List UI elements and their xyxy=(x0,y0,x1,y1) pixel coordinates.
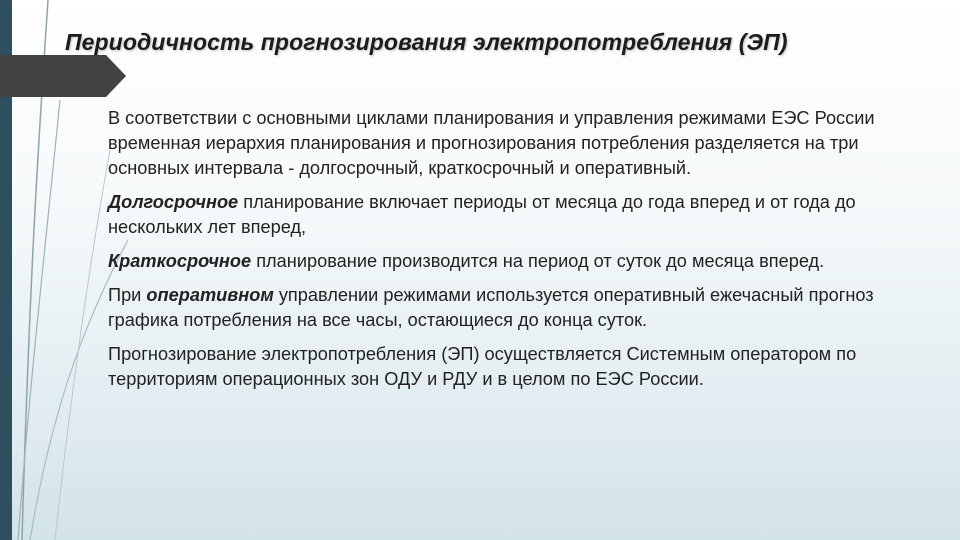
short-term-term: Краткосрочное xyxy=(108,251,252,271)
operative-term: оперативном xyxy=(146,285,274,305)
long-term-text: планирование включает периоды от месяца до года вперед и от года до нескольких лет вперед, xyxy=(108,192,856,237)
long-term-term: Долгосрочное xyxy=(108,192,239,212)
short-term-text: планирование производится на период от суток до месяца вперед. xyxy=(251,251,825,271)
paragraph-system-operator: Прогнозирование электропотребления (ЭП) осуществляется Системным оператором по территориям операционных зон ОДУ и РДУ и в целом по ЕЭС России. xyxy=(108,344,857,389)
paragraph-long-term xyxy=(108,190,908,240)
page-title: Периодичность прогнозирования электропотребления (ЭП) xyxy=(65,29,788,55)
paragraph-operative xyxy=(108,283,908,333)
paragraph-short-term xyxy=(108,249,908,274)
paragraph-hierarchy: В соответствии с основными циклами планирования и управления режимами ЕЭС России временная иерархия планирования и прогнозирования потребления разделяется на три основных интервала - долгосрочный, краткосрочный и оперативный. xyxy=(108,108,875,178)
title-arrow-marker xyxy=(0,55,126,97)
content-body xyxy=(108,106,908,401)
operative-prefix: При xyxy=(108,285,147,305)
operative-text: управлении режимами используется оперативный ежечасный прогноз графика потребления на все часы, остающиеся до конца суток. xyxy=(108,285,874,330)
